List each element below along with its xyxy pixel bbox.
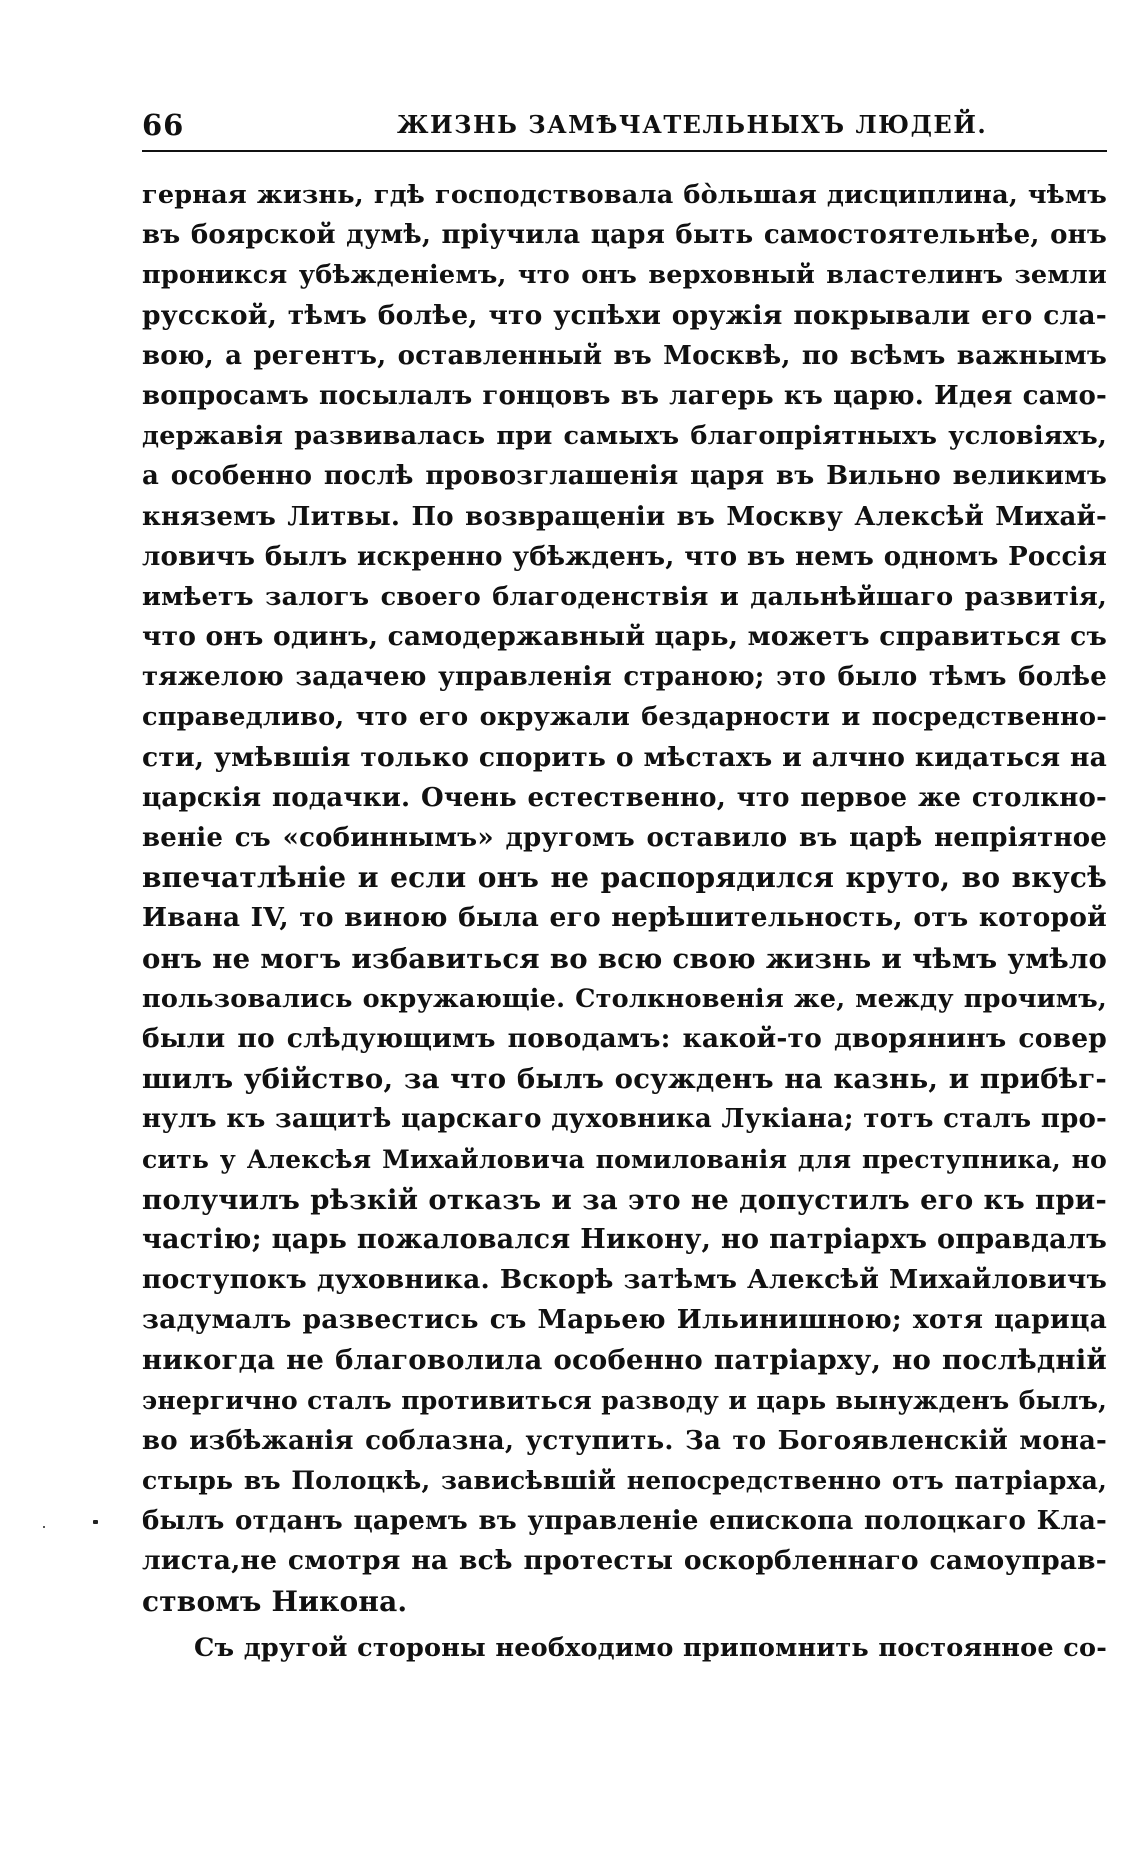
- text-line: вою, а регентъ, оставленный въ Москвѣ, по всѣмъ важнымъ: [142, 340, 1107, 371]
- text-line: листа,не смотря на всѣ протесты оскорбленнаго самоуправ-: [142, 1545, 1107, 1577]
- text-line: во избѣжанія соблазна, уступить. За то Богоявленскій мона-: [142, 1425, 1107, 1456]
- text-line: имѣетъ залогъ своего благоденствія и дальнѣйшаго развитія,: [142, 581, 1107, 612]
- paragraph-end-line: ствомъ Никона.: [142, 1584, 408, 1618]
- page-header: [142, 108, 1107, 150]
- text-line: пользовались окружающіе. Столкновенія же, между прочимъ,: [142, 983, 1107, 1014]
- text-line: нулъ къ защитѣ царскаго духовника Лукіана; тотъ сталъ про-: [142, 1104, 1107, 1135]
- text-line: частію; царь пожаловался Никону, но патріархъ оправдалъ: [142, 1223, 1107, 1255]
- running-title: ЖИЗНЬ ЗАМѢЧАТЕЛЬНЫХЪ ЛЮДЕЙ.: [397, 110, 988, 139]
- text-line: получилъ рѣзкій отказъ и за это не допустилъ его къ при-: [142, 1183, 1107, 1216]
- text-line: шилъ убійство, за что былъ осужденъ на казнь, и прибѣг-: [142, 1063, 1107, 1096]
- text-line: что онъ одинъ, самодержавный царь, можетъ справиться съ: [142, 621, 1107, 653]
- text-line: проникся убѣжденіемъ, что онъ верховный властелинъ земли: [142, 260, 1107, 291]
- paragraph-start-line: Съ другой стороны необходимо припомнить постоянное со-: [194, 1632, 1107, 1663]
- text-line: державія развивалась при самыхъ благопріятныхъ условіяхъ,: [142, 421, 1107, 452]
- text-line: поступокъ духовника. Вскорѣ затѣмъ Алексѣй Михайловичъ: [142, 1264, 1107, 1296]
- print-speck: [93, 1520, 98, 1524]
- text-line: ловичъ былъ искренно убѣжденъ, что въ немъ одномъ Россія: [142, 541, 1107, 572]
- text-line: онъ не могъ избавиться во всю свою жизнь и чѣмъ умѣло: [142, 942, 1107, 975]
- print-speck: [43, 1526, 45, 1528]
- page-number: 66: [142, 108, 185, 142]
- text-line: царскія подачки. Очень естественно, что первое же столкно-: [142, 782, 1107, 813]
- text-line: княземъ Литвы. По возвращеніи въ Москву Алексѣй Михай-: [142, 501, 1107, 532]
- text-line: никогда не благоволила особенно патріарху, но послѣдній: [142, 1344, 1107, 1377]
- text-line: въ боярской думѣ, пріучила царя быть самостоятельнѣе, онъ: [142, 220, 1107, 251]
- text-line: веніе съ «собиннымъ» другомъ оставило въ царѣ непріятное: [142, 823, 1107, 853]
- text-line: впечатлѣніе и если онъ не распорядился круто, во вкусѣ: [142, 861, 1107, 895]
- text-line: задумалъ развестись съ Марьею Ильинишною; хотя царица: [142, 1304, 1107, 1336]
- text-line: русской, тѣмъ болѣе, что успѣхи оружія покрывали его сла-: [142, 299, 1107, 331]
- text-line: былъ отданъ царемъ въ управленіе епископа полоцкаго Кла-: [142, 1506, 1107, 1537]
- text-line: энергично сталъ противиться разводу и царь вынужденъ былъ,: [142, 1385, 1107, 1415]
- text-line: были по слѣдующимъ поводамъ: какой-то дворянинъ совер: [142, 1022, 1107, 1054]
- text-line: справедливо, что его окружали бездарности и посредственно-: [142, 702, 1107, 733]
- text-line: тяжелою задачею управленія страною; это было тѣмъ болѣе: [142, 662, 1107, 693]
- text-line: вопросамъ посылалъ гонцовъ въ лагерь къ царю. Идея само-: [142, 380, 1107, 411]
- body-text: [142, 175, 1107, 1668]
- text-line: сти, умѣвшія только спорить о мѣстахъ и алчно кидаться на: [142, 741, 1107, 773]
- header-rule: [142, 150, 1107, 152]
- text-line: а особенно послѣ провозглашенія царя въ Вильно великимъ: [142, 461, 1107, 492]
- text-line: стырь въ Полоцкѣ, зависѣвшій непосредственно отъ патріарха,: [142, 1466, 1107, 1495]
- text-line: Ивана IV, то виною была его нерѣшительность, отъ которой: [142, 902, 1107, 934]
- text-line: сить у Алексѣя Михайловича помилованія для преступника, но: [142, 1144, 1107, 1174]
- text-line: герная жизнь, гдѣ господствовала бо̀льшая дисциплина, чѣмъ: [142, 180, 1107, 210]
